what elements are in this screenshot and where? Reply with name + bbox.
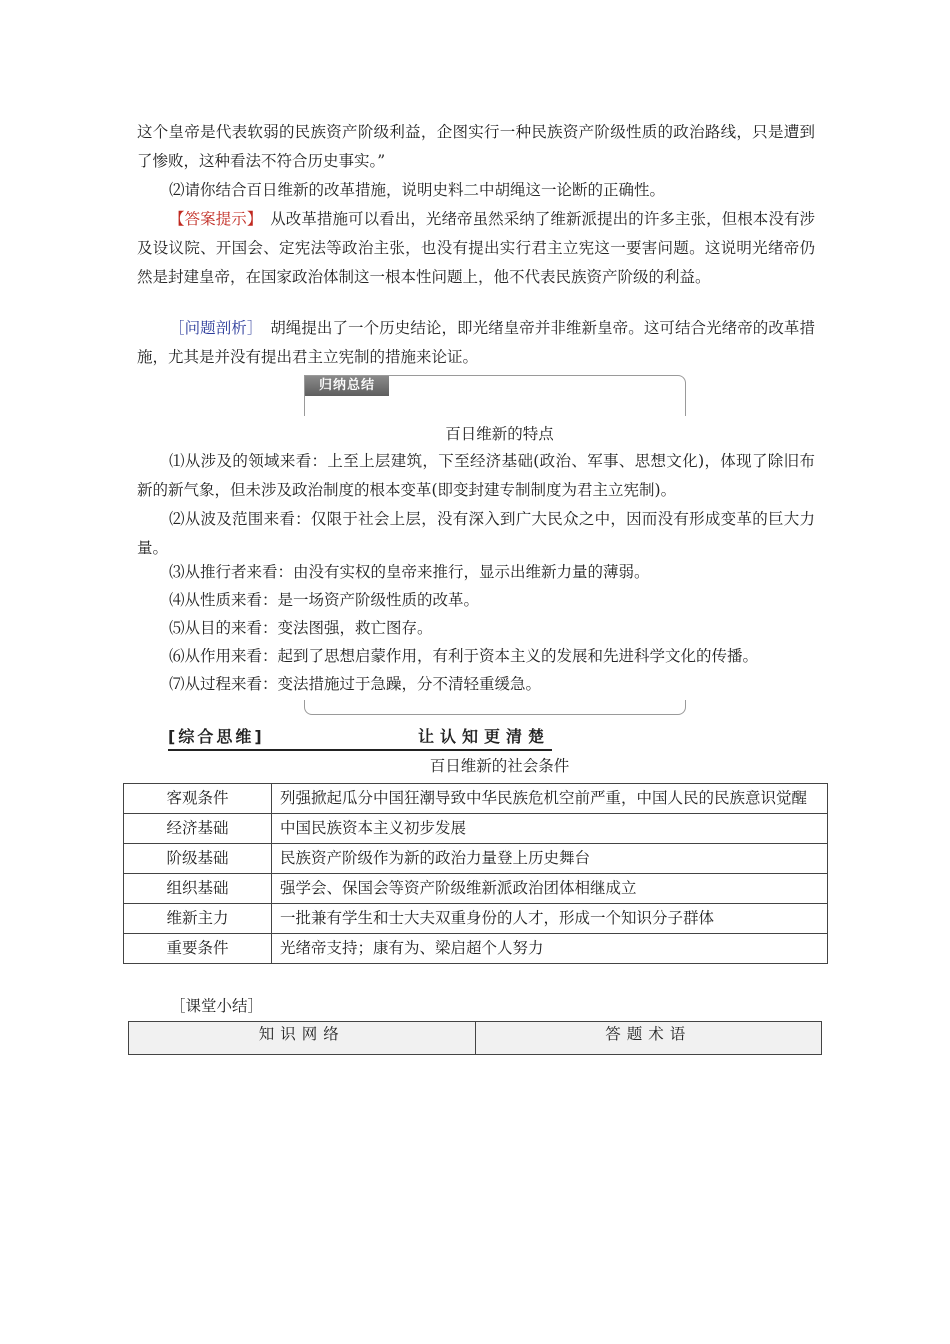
summary-item-7: ⑺从过程来看：变法措施过于急躁，分不清轻重缓急。	[169, 675, 542, 693]
section-header-right: 让认知更清楚	[417, 727, 550, 746]
table-cell-value: 民族资产阶级作为新的政治力量登上历史舞台	[272, 844, 828, 874]
table-cell-key: 阶级基础	[124, 844, 272, 874]
table-cell-key: 维新主力	[124, 904, 272, 934]
table-row	[124, 784, 828, 814]
knowledge-network-header: 知识网络	[129, 1022, 476, 1055]
question-2: ⑵请你结合百日维新的改革措施，说明史料二中胡绳这一论断的正确性。	[169, 181, 666, 199]
summary-item-1: ⑴从涉及的领域来看：上至上层建筑，下至经济基础(政治、军事、思想文化)，体现了除旧布新的新气象，但未涉及政治制度的根本变革(即变封建专制制度为君主立宪制)。	[137, 452, 815, 499]
class-summary-table	[128, 1021, 822, 1055]
section-header	[168, 727, 552, 751]
table-cell-key: 经济基础	[124, 814, 272, 844]
intro-paragraph: 这个皇帝是代表软弱的民族资产阶级利益，企图实行一种民族资产阶级性质的政治路线，只是遭到了惨败，这种看法不符合历史事实。”	[137, 123, 815, 170]
section-header-left: [综合思维]	[168, 727, 265, 746]
class-summary-label: ［课堂小结］	[170, 997, 264, 1015]
table-row	[124, 934, 828, 964]
table-row	[124, 874, 828, 904]
table-cell-key: 客观条件	[124, 784, 272, 814]
table-row	[129, 1022, 822, 1055]
answer-label: 【答案提示】	[169, 210, 255, 228]
summary-tag: 归纳总结	[305, 376, 389, 396]
conditions-title: 百日维新的社会条件	[429, 757, 570, 775]
analysis-paragraph	[137, 314, 815, 372]
answer-paragraph	[137, 205, 815, 292]
analysis-text: 胡绳提出了一个历史结论，即光绪皇帝并非维新皇帝。这可结合光绪帝的改革措施，尤其是并没有提出君主立宪制的措施来论证。	[137, 319, 815, 366]
summary-item-5: ⑸从目的来看：变法图强，救亡图存。	[169, 619, 433, 637]
table-cell-key: 组织基础	[124, 874, 272, 904]
table-cell-value: 列强掀起瓜分中国狂潮导致中华民族危机空前严重，中国人民的民族意识觉醒	[272, 784, 828, 814]
table-row	[124, 904, 828, 934]
table-row	[124, 844, 828, 874]
summary-box-frame	[304, 375, 686, 416]
table-cell-value: 强学会、保国会等资产阶级维新派政治团体相继成立	[272, 874, 828, 904]
answer-text: 从改革措施可以看出，光绪帝虽然采纳了维新派提出的许多主张，但根本没有涉及设议院、开国会、定宪法等政治主张，也没有提出实行君主立宪这一要害问题。这说明光绪帝仍然是封建皇帝，在国家政治体制这一根本性问题上，他不代表民族资产阶级的利益。	[137, 210, 815, 286]
summary-title: 百日维新的特点	[445, 425, 554, 443]
conditions-table	[123, 783, 828, 964]
table-cell-value: 一批兼有学生和士大夫双重身份的人才，形成一个知识分子群体	[272, 904, 828, 934]
summary-item-3: ⑶从推行者来看：由没有实权的皇帝来推行，显示出维新力量的薄弱。	[169, 563, 650, 581]
table-cell-key: 重要条件	[124, 934, 272, 964]
summary-item-6: ⑹从作用来看：起到了思想启蒙作用，有利于资本主义的发展和先进科学文化的传播。	[169, 647, 759, 665]
answer-terms-header: 答题术语	[475, 1022, 822, 1055]
summary-item-2: ⑵从波及范围来看：仅限于社会上层，没有深入到广大民众之中，因而没有形成变革的巨大力量。	[137, 510, 815, 557]
summary-box-bottom	[304, 700, 686, 715]
summary-item-4: ⑷从性质来看：是一场资产阶级性质的改革。	[169, 591, 480, 609]
table-cell-value: 光绪帝支持；康有为、梁启超个人努力	[272, 934, 828, 964]
analysis-label: ［问题剖析］	[169, 319, 255, 337]
table-row	[124, 814, 828, 844]
table-cell-value: 中国民族资本主义初步发展	[272, 814, 828, 844]
